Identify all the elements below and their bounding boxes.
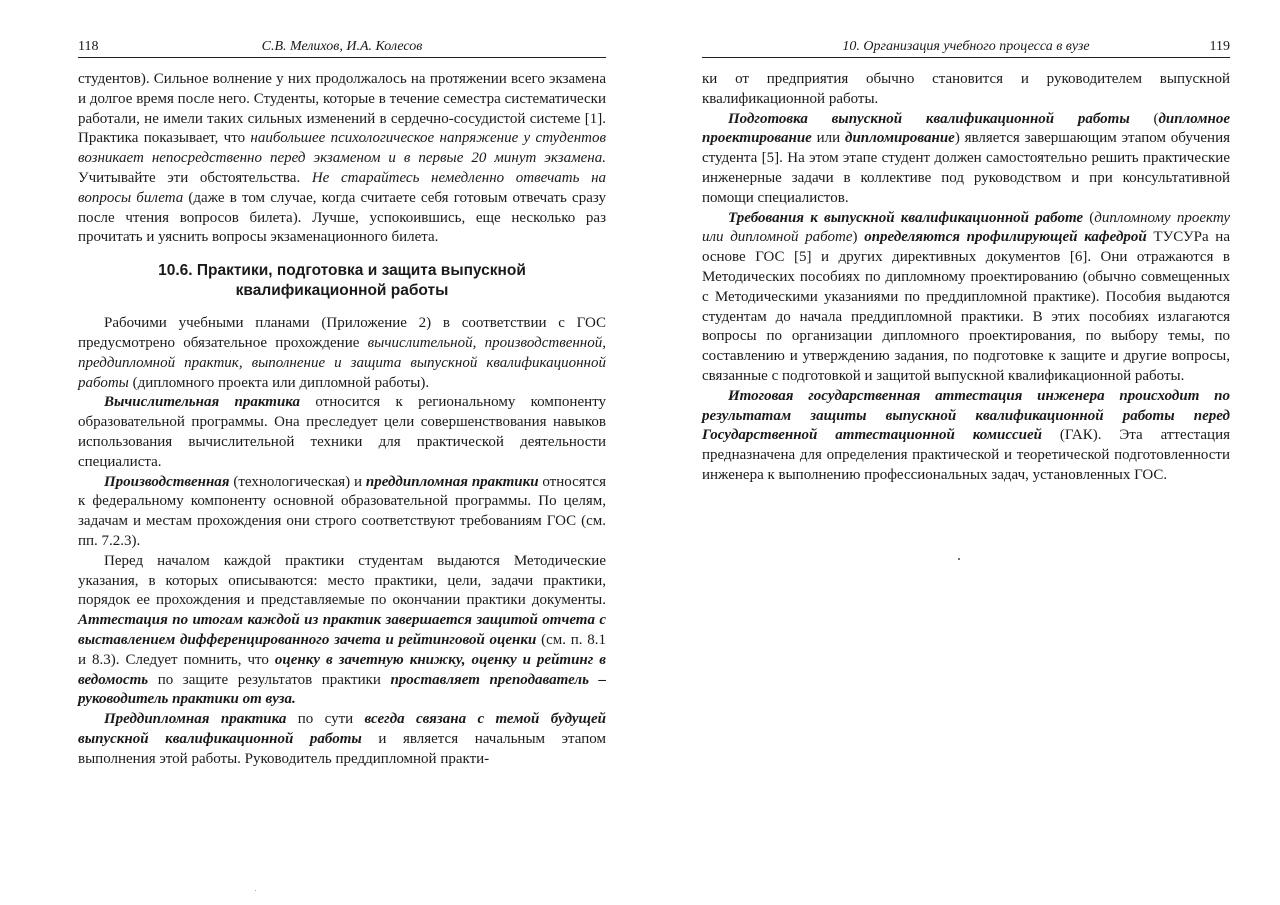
text-run: (см. п. 8.1 и 8.3). Следует помнить, что — [78, 631, 606, 668]
right-page-text — [702, 70, 1230, 486]
bold-italic-run: Вычислительная практика — [104, 394, 301, 411]
text-run: и является начальным этапом выполнения этой работы. Руководитель преддипломной практи- — [78, 730, 606, 767]
right-running-head-chapter: 10. Организация учебного процесса в вузе — [842, 39, 1090, 54]
left-paragraph-6 — [78, 710, 606, 769]
bold-italic-run: Аттестация по итогам каждой из практик завершается защитой отчета с выставлением дифференцированного зачета и рейтинговой оценки — [78, 612, 606, 648]
text-run: Перед началом каждой практики студентам выдаются Методические указания, в которых описываются: место практики, цели, задачи практики, порядок ее прохождения и представляемые по окончании практики документы. — [78, 552, 606, 609]
left-running-head-authors: С.В. Мелихов, И.А. Колесов — [261, 39, 423, 54]
left-paragraph-1 — [78, 70, 606, 248]
text-run: Рабочими учебными планами (Приложение 2) в соответствии с ГОС предусмотрено обязательное прохождение — [78, 315, 606, 351]
bold-italic-run: определяются профилирующей кафедрой — [864, 229, 1147, 246]
left-paragraph-4 — [78, 473, 606, 552]
right-running-head — [702, 38, 1230, 58]
text-run: ( — [1129, 110, 1159, 127]
italic-run: дипломному проекту или дипломной работе — [702, 209, 1230, 246]
text-run: или — [811, 130, 846, 147]
right-page-number: 119 — [1209, 39, 1230, 54]
text-run: по сути — [286, 711, 365, 728]
text-run: ки от предприятия обычно становится и руководителем выпускной квалификационной работы. — [702, 71, 1230, 107]
text-run: относится к региональному компоненту образовательной программы. Она преследует цели совершенствования навыков использования вычислительной техники для практической деятельности специалиста. — [78, 394, 606, 470]
left-paragraph-5 — [78, 552, 606, 710]
bold-italic-run: всегда связана с темой будущей выпускной квалификационной работы — [78, 711, 607, 747]
left-page-text — [78, 70, 606, 770]
section-heading — [78, 261, 606, 301]
text-run: (технологическая) и — [229, 473, 366, 490]
text-run: ) — [852, 229, 865, 246]
bold-italic-run: дипломное проектирование — [702, 110, 1230, 147]
text-run: (дипломного проекта или дипломной работы). — [128, 374, 430, 391]
text-run: по защите результатов практики — [148, 671, 391, 688]
left-page-number: 118 — [78, 39, 99, 54]
right-paragraph-1 — [702, 70, 1230, 110]
italic-run: Не старайтесь немедленно отвечать на вопросы билета — [78, 169, 607, 206]
section-heading-line-1: 10.6. Практики, подготовка и защита выпускной — [158, 262, 526, 280]
text-run: относятся к федеральному компоненту основной образовательной программы. По целям, задачам и местам прохождения они строго соответствуют требованиям ГОС (см. пп. 7.2.3). — [78, 473, 606, 549]
text-run: студентов). Сильное волнение у них продолжалось на протяжении всего экзамена и долгое время после него. Студенты, которые в течение семестра систематически работали, не имели таких сильных изменений в сердечно-сосудистой системе [1]. Практика показывает, что — [78, 71, 606, 147]
left-running-head — [78, 38, 606, 58]
left-page — [78, 38, 606, 770]
bold-italic-run: преддипломная практики — [365, 473, 539, 490]
bold-italic-run: Подготовка выпускной квалификационной работы — [728, 110, 1130, 127]
text-run: (ГАК). Эта аттестация предназначена для определения практической и теоретической подготовленности инженера к выполнению профессиональных задач, установленных ГОС. — [702, 427, 1231, 483]
bold-italic-run: Производственная — [104, 473, 230, 490]
bold-italic-run: Требования к выпускной квалификационной работе — [728, 209, 1084, 226]
text-run: ( — [1083, 209, 1095, 226]
bold-italic-run: дипломирование — [845, 130, 955, 147]
scan-speck — [255, 890, 256, 891]
section-heading-line-2: квалификационной работы — [235, 282, 449, 300]
text-run: (даже в том случае, когда считаете себя готовым отвечать сразу после чтения вопросов билета). Лучше, успокоившись, еще несколько раз прочитать и уяснить вопросы экзаменационного билета. — [78, 189, 606, 246]
scan-speck — [958, 558, 960, 560]
italic-run: наибольшее психологическое напряжение у студентов возникает непосредственно перед экзаменом и в первые 20 минут экзамена. — [78, 130, 606, 167]
right-paragraph-4 — [702, 387, 1230, 486]
text-run: Учитывайте эти обстоятельства. — [78, 169, 312, 186]
right-paragraph-3 — [702, 209, 1230, 387]
text-run: ) является завершающим этапом обучения студента [5]. На этом этапе студент должен самостоятельно решить практические инженерные задачи в коллективе под руководством и при консультативной помощи специалистов. — [702, 130, 1230, 206]
bold-italic-run: проставляет преподаватель – руководитель практики от вуза. — [78, 671, 606, 708]
bold-italic-run: Преддипломная практика — [104, 711, 287, 728]
left-paragraph-3 — [78, 393, 606, 472]
right-page — [702, 38, 1230, 486]
right-paragraph-2 — [702, 110, 1230, 209]
text-run: ТУСУРа на основе ГОС [5] и других директивных документов [6]. Они отражаются в Методических пособиях по дипломному проектированию (обычно совмещенных с Методическими указаниями по преддипломной практике). Пособия выдаются студентам до начала преддипломной практики. В этих пособиях излагаются вопросы по организации дипломного проектирования, по выбору темы, по составлению и утверждению задания, по подготовке к защите и другие вопросы, связанные с подготовкой и защитой выпускной квалификационной работы. — [702, 229, 1230, 384]
bold-italic-run: Итоговая государственная аттестация инженера происходит по результатам защиты выпускной квалификационной работы перед Государственной аттестационной комиссией — [702, 387, 1230, 444]
left-paragraph-2 — [78, 314, 606, 393]
bold-italic-run: оценку в зачетную книжку, оценку и рейтинг в ведомость — [78, 651, 606, 688]
italic-run: вычислительной, производственной, преддипломной практик, выполнение и защита выпускной квалификационной работы — [78, 334, 606, 391]
